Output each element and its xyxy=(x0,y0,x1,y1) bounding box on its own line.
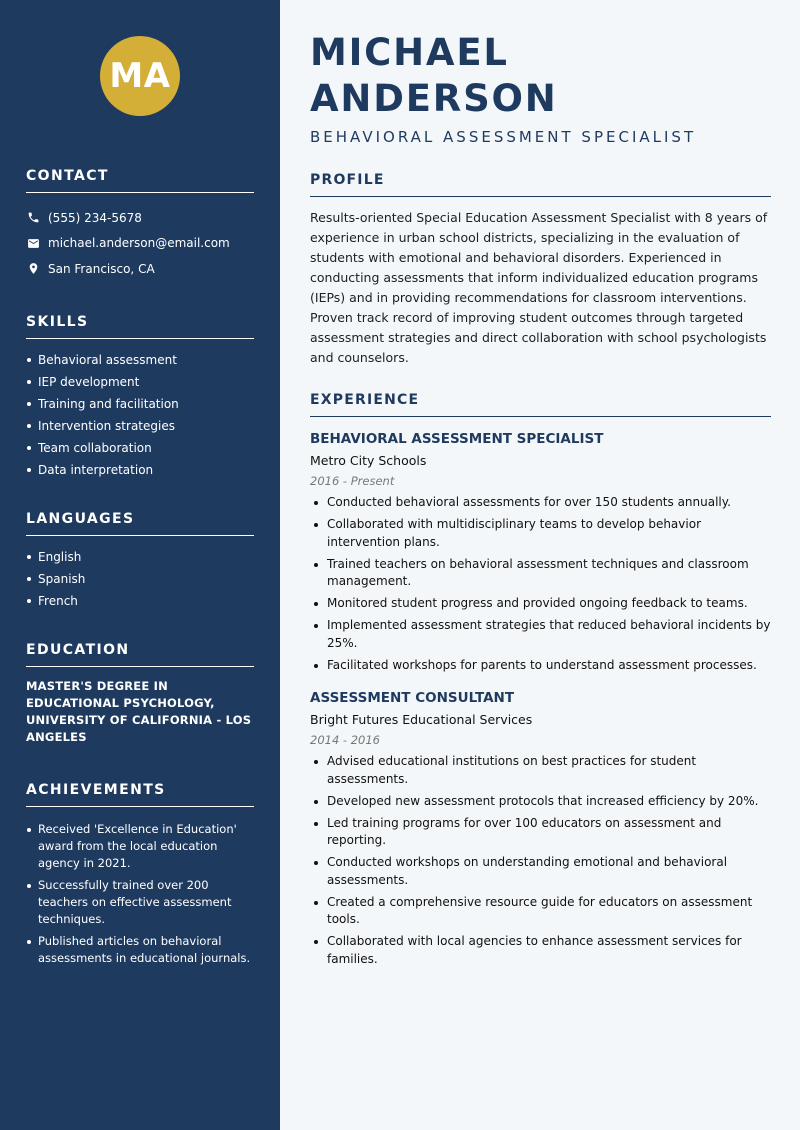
avatar xyxy=(100,36,180,116)
skills-heading: SKILLS xyxy=(26,314,254,339)
job-bullet: Facilitated workshops for parents to understand assessment processes. xyxy=(310,657,771,675)
job-bullet: Trained teachers on behavioral assessment techniques and classroom management. xyxy=(310,556,771,591)
contact-location xyxy=(26,256,254,282)
company-name: Metro City Schools xyxy=(310,453,427,468)
languages-heading: LANGUAGES xyxy=(26,511,254,536)
job-bullet: Created a comprehensive resource guide for educators on assessment tools. xyxy=(310,894,771,929)
education-heading: EDUCATION xyxy=(26,642,254,667)
skills-list xyxy=(26,349,254,481)
envelope-icon xyxy=(26,236,40,250)
languages-list xyxy=(26,546,254,612)
profile-heading: PROFILE xyxy=(310,172,771,197)
job-bullets xyxy=(310,753,771,968)
skill-item: Behavioral assessment xyxy=(26,349,254,371)
job-bullet: Conducted behavioral assessments for over 150 students annually. xyxy=(310,494,771,512)
location-text: San Francisco, CA xyxy=(48,261,155,276)
job-bullet: Implemented assessment strategies that reduced behavioral incidents by 25%. xyxy=(310,617,771,652)
job-bullet: Monitored student progress and provided ongoing feedback to teams. xyxy=(310,595,771,613)
education-degree: MASTER'S DEGREE IN EDUCATIONAL PSYCHOLOGY, UNIVERSITY OF CALIFORNIA - LOS ANGELES xyxy=(26,678,252,744)
job-bullet: Conducted workshops on understanding emotional and behavioral assessments. xyxy=(310,854,771,889)
contact-heading: CONTACT xyxy=(26,168,254,193)
skill-item: Team collaboration xyxy=(26,437,254,459)
map-pin-icon xyxy=(26,262,40,276)
job-dates: 2016 - Present xyxy=(310,474,395,488)
achievements-heading: ACHIEVEMENTS xyxy=(26,782,254,807)
phone-icon xyxy=(26,211,40,225)
experience-entry xyxy=(310,690,771,968)
avatar-initials: MA xyxy=(109,56,171,96)
contact-phone xyxy=(26,205,254,231)
job-title: ASSESSMENT CONSULTANT xyxy=(310,690,515,706)
company-name: Bright Futures Educational Services xyxy=(310,712,533,727)
achievement-item: Received 'Excellence in Education' award from the local education agency in 2021. xyxy=(26,821,254,872)
skill-item: Data interpretation xyxy=(26,459,254,481)
person-name: MICHAEL ANDERSON xyxy=(310,31,558,120)
job-bullet: Collaborated with local agencies to enhance assessment services for families. xyxy=(310,933,771,968)
achievement-item: Published articles on behavioral assessments in educational journals. xyxy=(26,933,254,967)
language-item: French xyxy=(26,590,254,612)
job-bullet: Advised educational institutions on best practices for student assessments. xyxy=(310,753,771,788)
email-address[interactable]: michael.anderson@email.com xyxy=(48,236,230,251)
main-content xyxy=(280,0,800,1130)
job-bullet: Collaborated with multidisciplinary teams to develop behavior intervention plans. xyxy=(310,516,771,551)
job-headline: BEHAVIORAL ASSESSMENT SPECIALIST xyxy=(310,128,697,146)
achievements-list xyxy=(26,821,254,967)
language-item: English xyxy=(26,546,254,568)
skill-item: Training and facilitation xyxy=(26,393,254,415)
experience-heading: EXPERIENCE xyxy=(310,392,771,417)
sidebar xyxy=(0,0,280,1130)
experience-entry xyxy=(310,431,771,674)
contact-email xyxy=(26,231,254,257)
job-title: BEHAVIORAL ASSESSMENT SPECIALIST xyxy=(310,431,604,447)
contact-list xyxy=(26,205,254,282)
phone-number: (555) 234-5678 xyxy=(48,210,142,225)
job-bullet: Developed new assessment protocols that increased efficiency by 20%. xyxy=(310,793,771,811)
job-bullets xyxy=(310,494,771,674)
skill-item: Intervention strategies xyxy=(26,415,254,437)
profile-text: Results-oriented Special Education Assessment Specialist with 8 years of experience in urban school districts, specializing in the evaluation of students with emotional and behavioral disorders. Experienced in conducting assessments that inform individualized education programs (IEPs) and in providing recommendations for classroom interventions. Proven track record of improving student outcomes through targeted assessment strategies and direct collaboration with school psychologists and counselors. xyxy=(310,210,768,365)
achievement-item: Successfully trained over 200 teachers on effective assessment techniques. xyxy=(26,877,254,928)
job-dates: 2014 - 2016 xyxy=(310,733,380,747)
job-bullet: Led training programs for over 100 educators on assessment and reporting. xyxy=(310,815,771,850)
language-item: Spanish xyxy=(26,568,254,590)
skill-item: IEP development xyxy=(26,371,254,393)
